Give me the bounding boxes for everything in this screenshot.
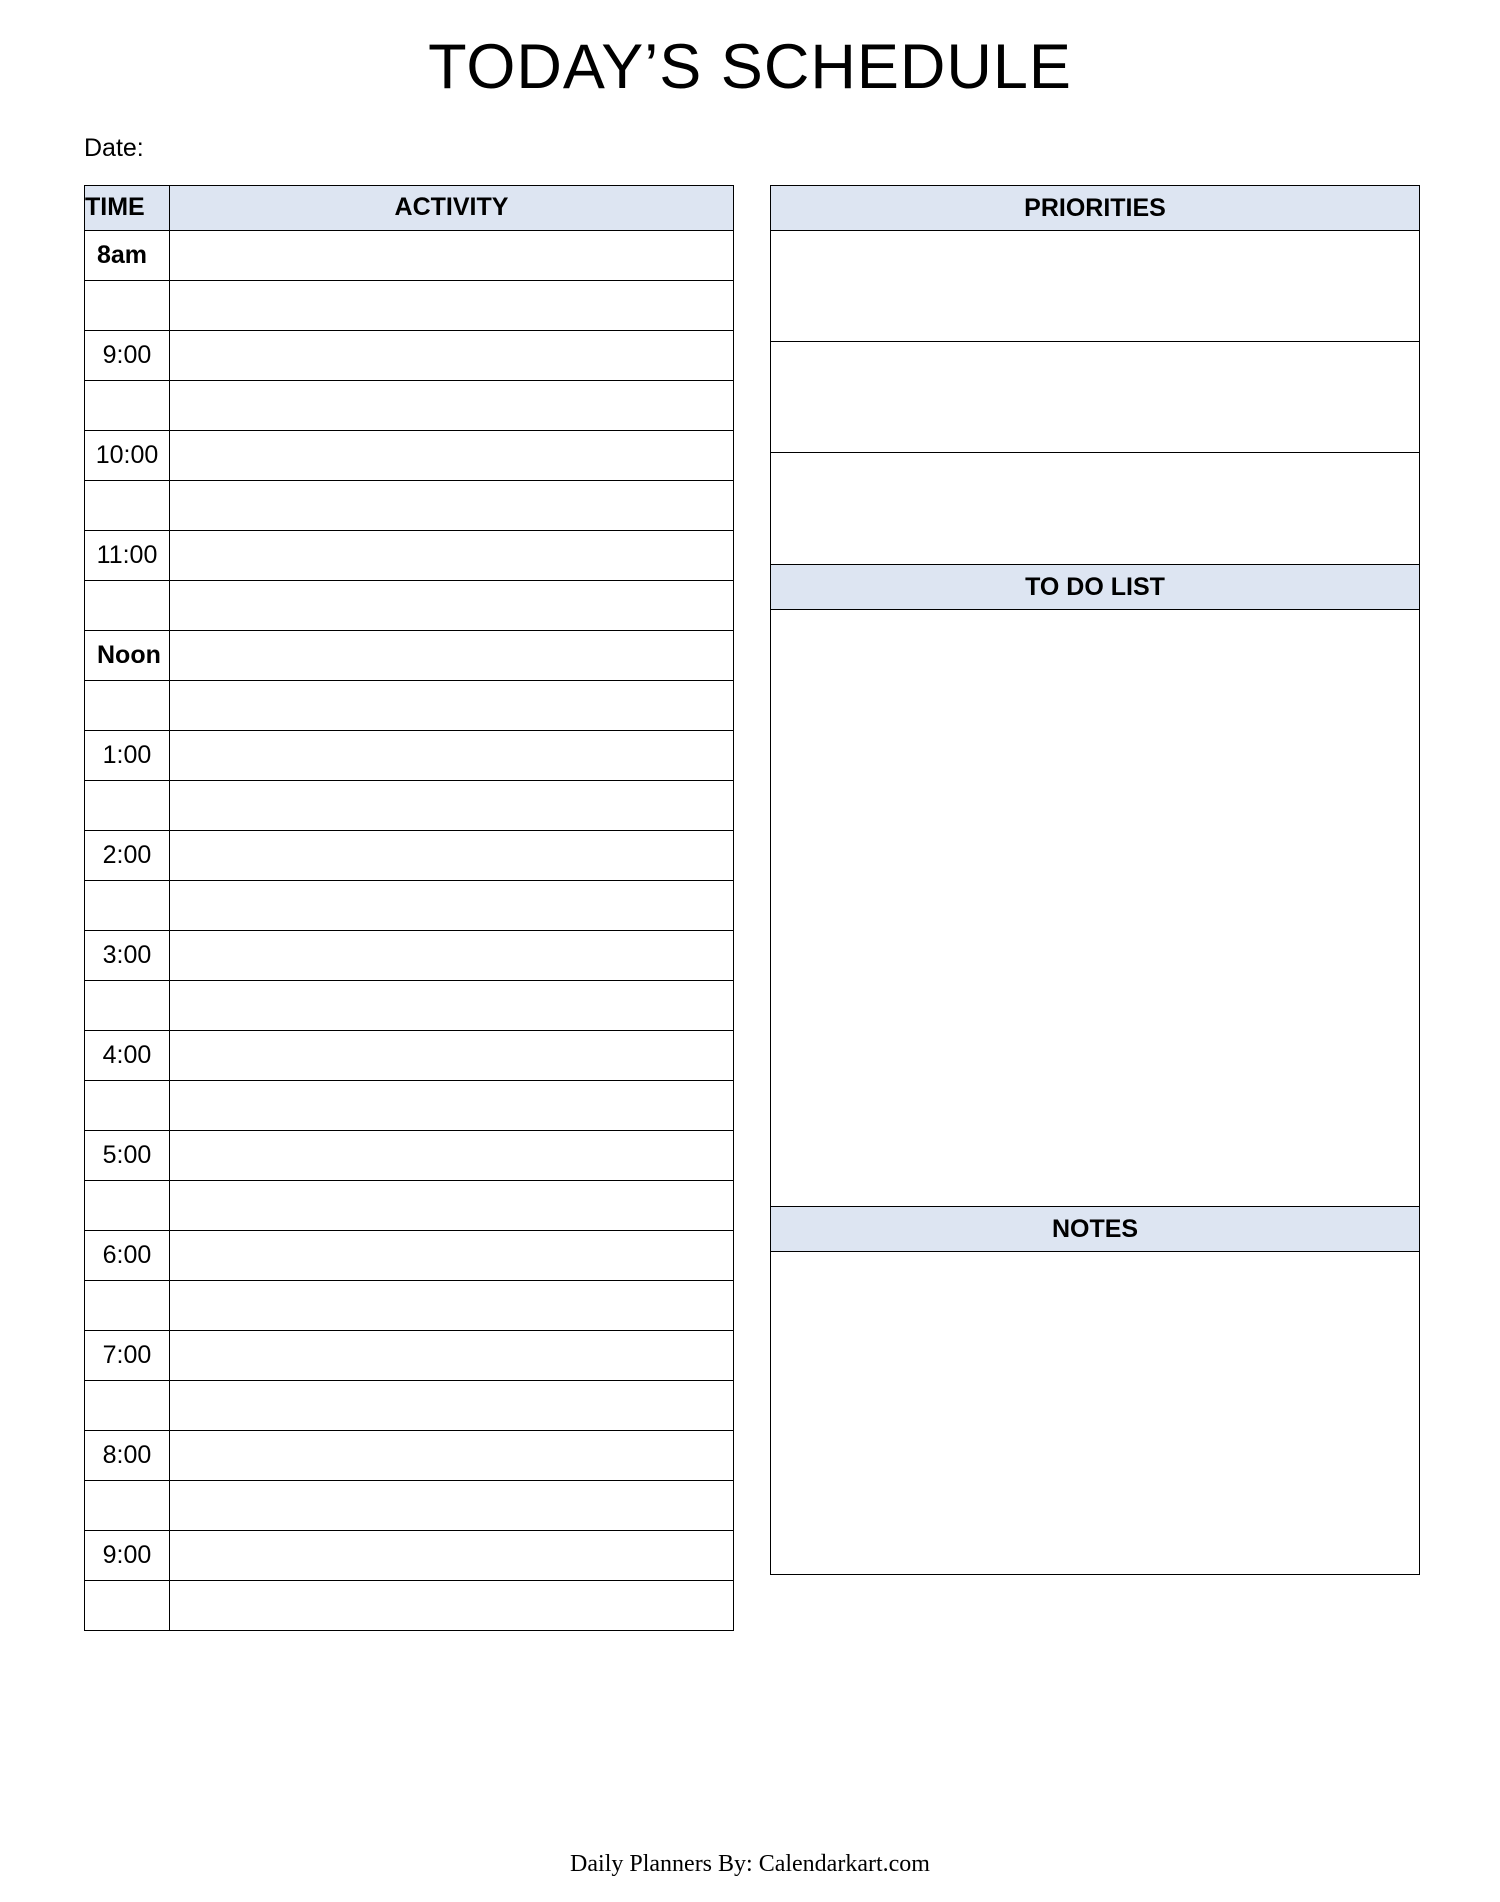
time-cell <box>85 280 170 330</box>
schedule-table <box>84 185 734 1631</box>
table-row <box>85 1530 734 1580</box>
activity-cell[interactable] <box>170 580 734 630</box>
todo-panel <box>770 565 1420 1207</box>
time-cell <box>85 780 170 830</box>
activity-cell[interactable] <box>170 880 734 930</box>
time-cell <box>85 880 170 930</box>
time-cell: 4:00 <box>85 1030 170 1080</box>
todo-header: TO DO LIST <box>771 565 1419 610</box>
table-row <box>85 1130 734 1180</box>
schedule-body <box>85 230 734 1630</box>
activity-cell[interactable] <box>170 1330 734 1380</box>
activity-cell[interactable] <box>170 630 734 680</box>
activity-cell[interactable] <box>170 1530 734 1580</box>
time-cell <box>85 380 170 430</box>
activity-cell[interactable] <box>170 1480 734 1530</box>
priorities-panel <box>770 185 1420 565</box>
planner-page <box>0 30 1500 1902</box>
table-row <box>85 1430 734 1480</box>
date-field[interactable] <box>84 134 1500 163</box>
table-row <box>85 480 734 530</box>
page-title: TODAY’S SCHEDULE <box>428 32 1072 102</box>
activity-cell[interactable] <box>170 1580 734 1630</box>
side-column <box>770 185 1420 1575</box>
table-row <box>85 1280 734 1330</box>
table-header-row <box>85 185 734 230</box>
activity-cell[interactable] <box>170 280 734 330</box>
table-row <box>85 1080 734 1130</box>
schedule-column <box>84 185 734 1631</box>
table-row <box>85 1180 734 1230</box>
time-cell <box>85 1280 170 1330</box>
column-header-time: TIME <box>85 185 170 230</box>
time-cell <box>85 480 170 530</box>
priority-row[interactable] <box>771 453 1419 564</box>
time-cell: 10:00 <box>85 430 170 480</box>
priority-row[interactable] <box>771 342 1419 453</box>
table-row <box>85 1030 734 1080</box>
time-cell: 7:00 <box>85 1330 170 1380</box>
date-label: Date: <box>84 133 144 162</box>
table-row <box>85 680 734 730</box>
time-cell: 6:00 <box>85 1230 170 1280</box>
table-row <box>85 630 734 680</box>
time-cell: 8:00 <box>85 1430 170 1480</box>
activity-cell[interactable] <box>170 1130 734 1180</box>
time-cell: 5:00 <box>85 1130 170 1180</box>
table-row <box>85 380 734 430</box>
column-header-activity: ACTIVITY <box>170 185 734 230</box>
time-cell <box>85 1480 170 1530</box>
time-cell: Noon <box>85 630 170 680</box>
activity-cell[interactable] <box>170 1030 734 1080</box>
notes-writing-area[interactable] <box>771 1252 1419 1574</box>
planner-content <box>84 185 1420 1631</box>
time-cell <box>85 1580 170 1630</box>
table-row <box>85 880 734 930</box>
priorities-header: PRIORITIES <box>771 186 1419 231</box>
table-row <box>85 730 734 780</box>
table-row <box>85 530 734 580</box>
activity-cell[interactable] <box>170 1380 734 1430</box>
table-row <box>85 780 734 830</box>
table-row <box>85 330 734 380</box>
table-row <box>85 980 734 1030</box>
table-row <box>85 280 734 330</box>
activity-cell[interactable] <box>170 680 734 730</box>
time-cell <box>85 680 170 730</box>
time-cell: 1:00 <box>85 730 170 780</box>
table-row <box>85 1580 734 1630</box>
time-cell <box>85 980 170 1030</box>
activity-cell[interactable] <box>170 530 734 580</box>
table-row <box>85 430 734 480</box>
priorities-body <box>771 231 1419 564</box>
activity-cell[interactable] <box>170 830 734 880</box>
activity-cell[interactable] <box>170 230 734 280</box>
activity-cell[interactable] <box>170 380 734 430</box>
table-row <box>85 230 734 280</box>
table-row <box>85 1330 734 1380</box>
table-row <box>85 930 734 980</box>
priority-row[interactable] <box>771 231 1419 342</box>
notes-header: NOTES <box>771 1207 1419 1252</box>
table-row <box>85 1230 734 1280</box>
table-row <box>85 1480 734 1530</box>
table-row <box>85 830 734 880</box>
activity-cell[interactable] <box>170 1180 734 1230</box>
activity-cell[interactable] <box>170 730 734 780</box>
time-cell: 9:00 <box>85 1530 170 1580</box>
notes-panel <box>770 1207 1420 1575</box>
todo-writing-area[interactable] <box>771 610 1419 1206</box>
activity-cell[interactable] <box>170 980 734 1030</box>
activity-cell[interactable] <box>170 1430 734 1480</box>
time-cell: 9:00 <box>85 330 170 380</box>
time-cell: 2:00 <box>85 830 170 880</box>
time-cell <box>85 580 170 630</box>
time-cell <box>85 1080 170 1130</box>
activity-cell[interactable] <box>170 430 734 480</box>
activity-cell[interactable] <box>170 330 734 380</box>
time-cell: 11:00 <box>85 530 170 580</box>
time-cell: 8am <box>85 230 170 280</box>
time-cell <box>85 1180 170 1230</box>
table-row <box>85 1380 734 1430</box>
activity-cell[interactable] <box>170 1230 734 1280</box>
activity-cell[interactable] <box>170 480 734 530</box>
activity-cell[interactable] <box>170 1280 734 1330</box>
footer-credit: Daily Planners By: Calendarkart.com <box>570 1851 930 1877</box>
activity-cell[interactable] <box>170 780 734 830</box>
time-cell <box>85 1380 170 1430</box>
time-cell: 3:00 <box>85 930 170 980</box>
table-row <box>85 580 734 630</box>
activity-cell[interactable] <box>170 930 734 980</box>
activity-cell[interactable] <box>170 1080 734 1130</box>
